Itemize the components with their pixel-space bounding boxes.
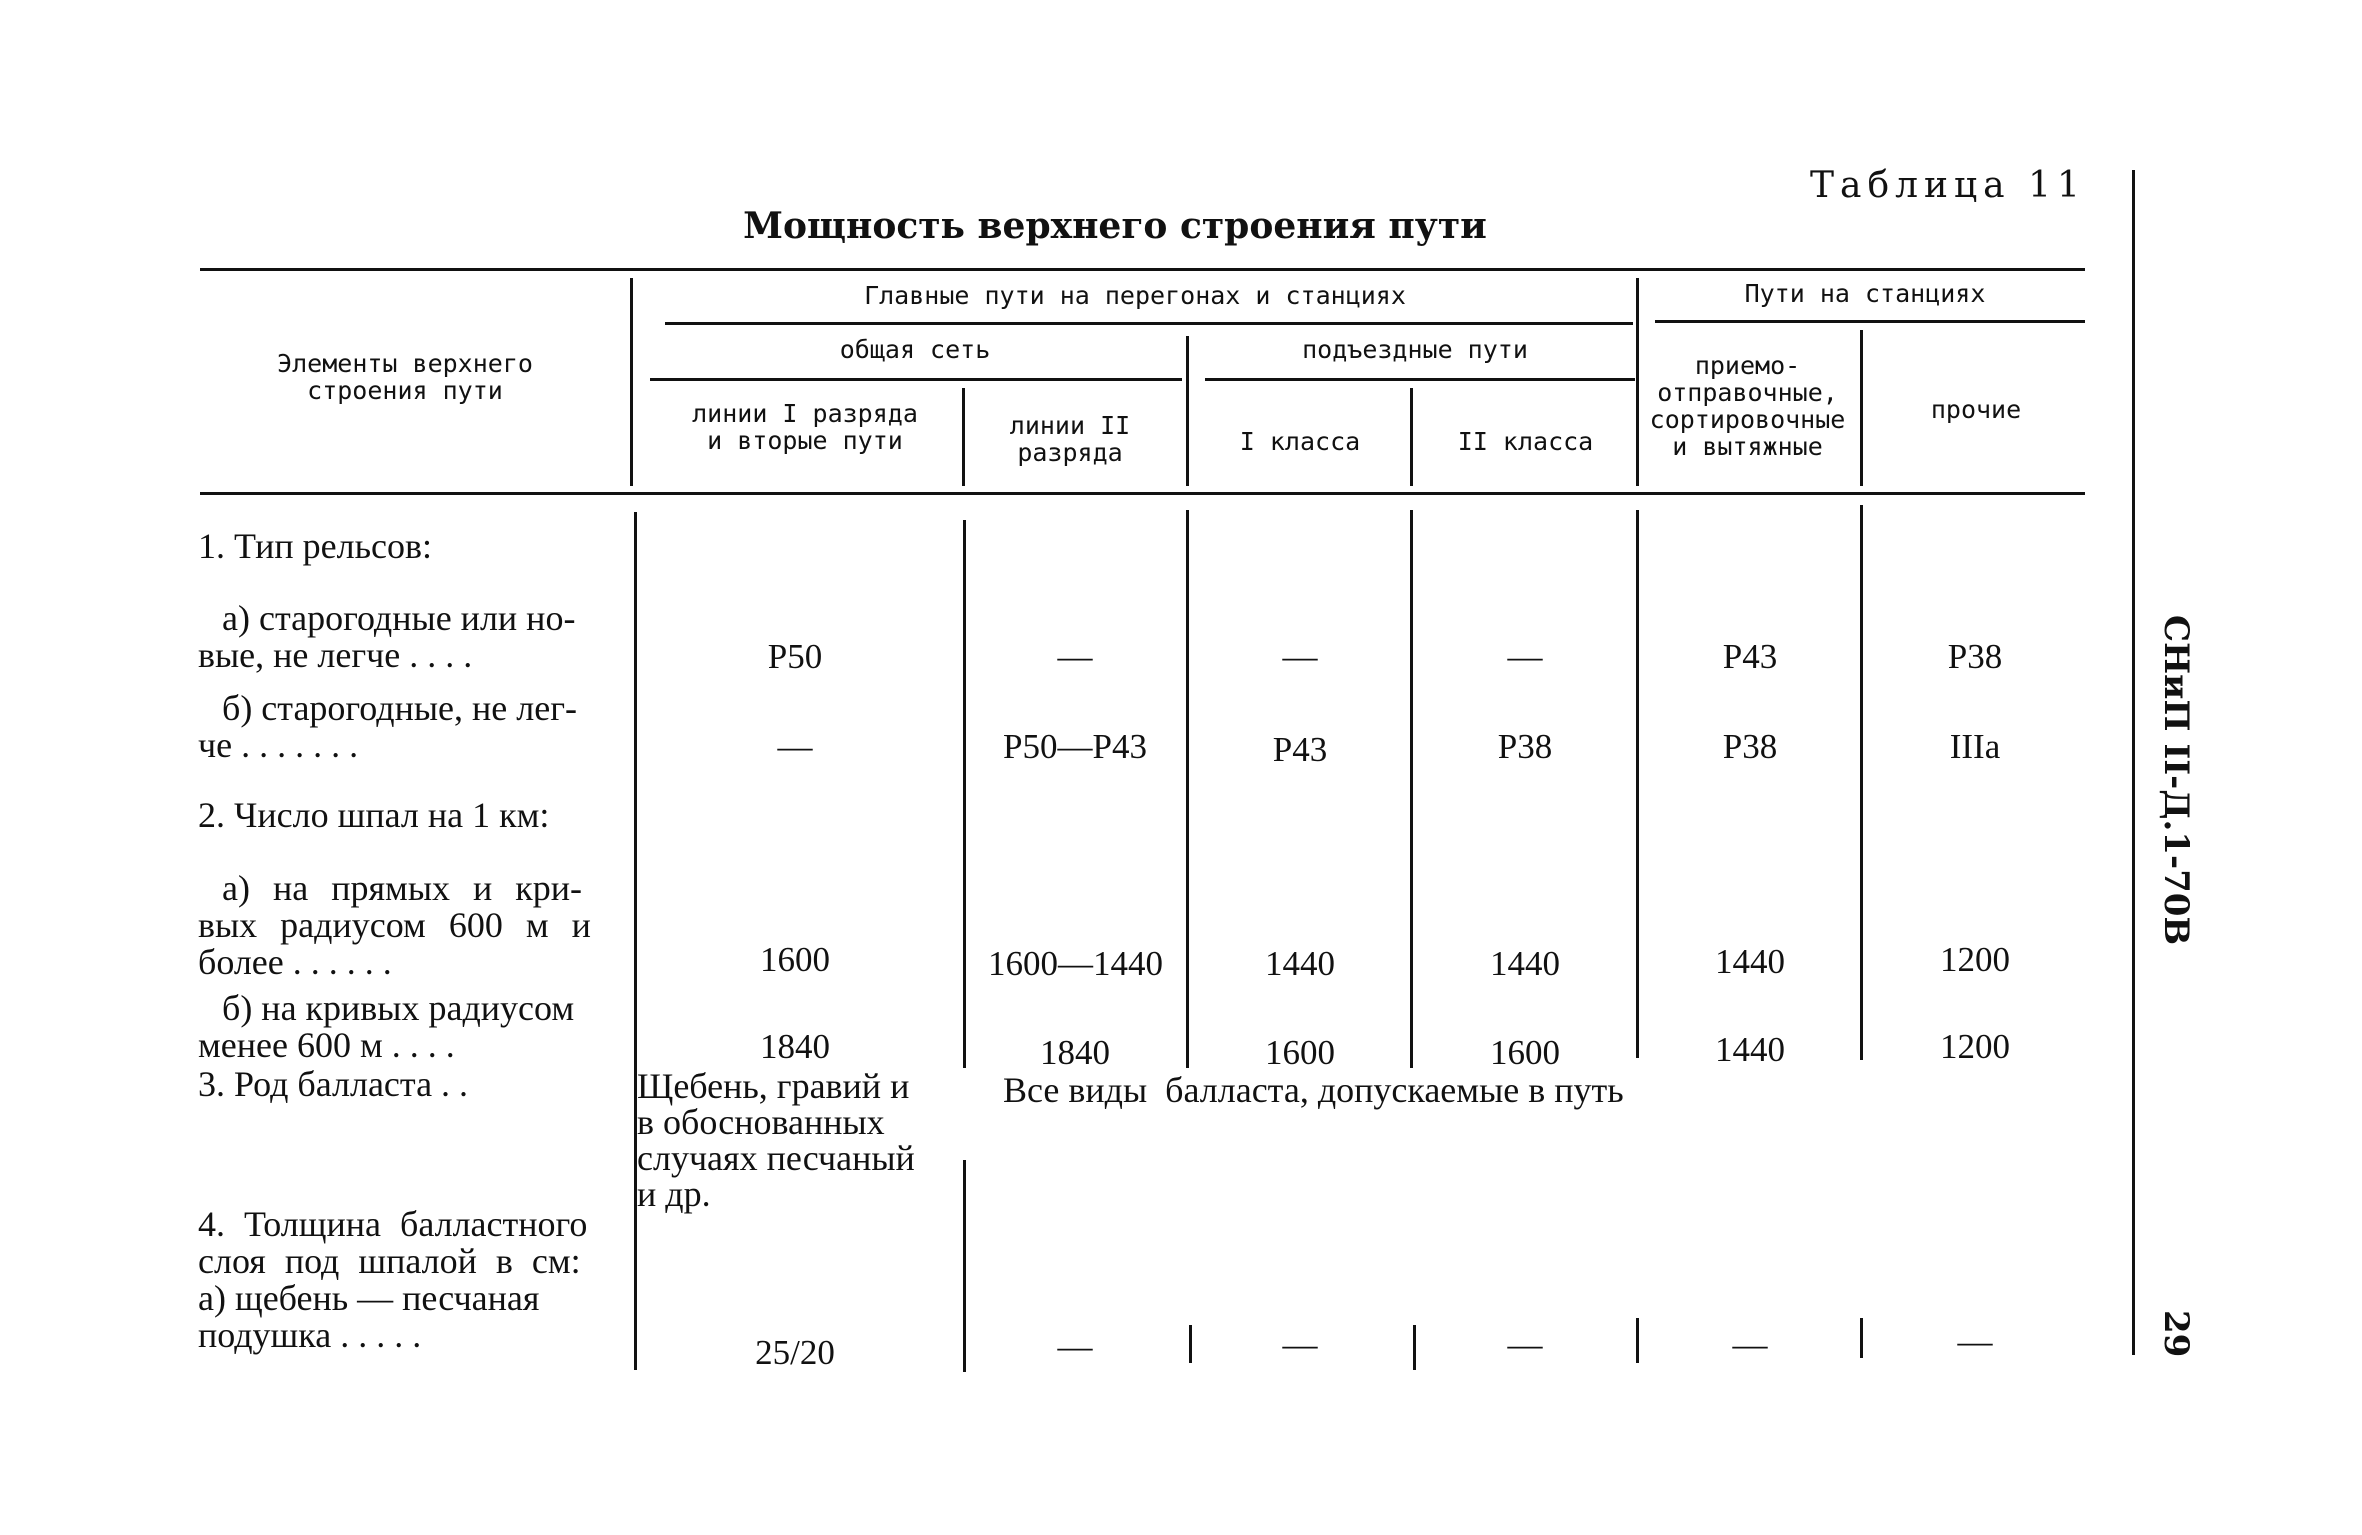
header-receiving: приемо-отправочные, сортировочные и вытяжные [1649, 351, 1846, 461]
access-tracks-underline [1205, 378, 1635, 381]
header-access-tracks: подъездные пути [1302, 335, 1528, 364]
row-sleepers-a-2: вых радиусом 600 м и [198, 905, 591, 945]
hdr-vline-6 [1860, 330, 1863, 486]
hdr-vline-3 [1186, 336, 1189, 486]
document-code: СНиП II-Д.1-70В [2156, 614, 2196, 946]
main-tracks-underline [665, 322, 1633, 325]
row-ballast-thickness-a-2: подушка . . . . . [198, 1315, 422, 1355]
cell-r1a-c2: — [1057, 637, 1093, 676]
header-elements: Элементы верхнего строения пути [277, 349, 533, 405]
hdr-vline-2 [962, 388, 965, 486]
header-line1: линии I разряда и вторые пути [692, 399, 918, 455]
top-rule [200, 268, 2085, 271]
table-title: Мощность верхнего строения пути [743, 205, 1487, 247]
station-tracks-underline [1655, 320, 2085, 323]
cell-r2a-c6: 1200 [1940, 940, 2010, 979]
cell-r1a-c6: Р38 [1947, 637, 2003, 676]
row-sleepers-a-3: более . . . . . . [198, 942, 392, 982]
cell-r2a-c1: 1600 [760, 940, 830, 979]
row-sleepers-a-1: а) на прямых и кри- [222, 868, 583, 908]
hdr-vline-1 [630, 278, 633, 486]
body-vline-6 [1860, 505, 1863, 1060]
row-ballast-thickness-2: слоя под шпалой в см: [198, 1241, 581, 1281]
body-vline-5b [1636, 1318, 1639, 1363]
cell-r1b-c2: Р50—Р43 [1003, 727, 1147, 766]
hdr-vline-4 [1410, 388, 1413, 486]
header-class1: I класса [1239, 427, 1361, 456]
row-sleepers-b-1: б) на кривых радиусом [222, 988, 575, 1028]
cell-r2a-c5: 1440 [1715, 942, 1785, 981]
cell-r2a-c3: 1440 [1265, 944, 1335, 983]
body-vline-6b [1860, 1318, 1863, 1358]
cell-r1b-c1: — [777, 727, 813, 766]
header-main-tracks: Главные пути на перегонах и станциях [864, 281, 1406, 310]
page-number: 29 [2156, 1310, 2196, 1358]
cell-r4a-c5: — [1732, 1325, 1768, 1364]
cell-r2a-c2: 1600—1440 [988, 944, 1163, 983]
header-class2: II класса [1457, 427, 1594, 456]
general-network-underline [650, 378, 1182, 381]
body-vline-3 [1186, 510, 1189, 1068]
cell-r2b-c6: 1200 [1940, 1027, 2010, 1066]
cell-r4a-c6: — [1957, 1322, 1993, 1361]
row-rail-type-a-1: а) старогодные или но- [222, 598, 576, 638]
cell-r1b-c3: Р43 [1272, 730, 1328, 769]
row-rail-type-a-2: вые, не легче . . . . [198, 635, 473, 675]
cell-r4a-c4: — [1507, 1325, 1543, 1364]
ballast-col1-line3: случаях песчаный [637, 1138, 915, 1178]
row-ballast-type: 3. Род балласта . . [198, 1064, 469, 1104]
cell-r2b-c5: 1440 [1715, 1030, 1785, 1069]
cell-r1a-c3: — [1282, 637, 1318, 676]
cell-r4a-c1: 25/20 [755, 1333, 835, 1372]
body-vline-2b [963, 1160, 966, 1372]
body-vline-4 [1410, 510, 1413, 1068]
cell-r2b-c1: 1840 [760, 1027, 830, 1066]
cell-r2b-c3: 1600 [1265, 1033, 1335, 1072]
row-rail-type-b-1: б) старогодные, не лег- [222, 688, 577, 728]
header-station-tracks: Пути на станциях [1744, 279, 1986, 308]
row-ballast-thickness-a-1: а) щебень — песчаная [198, 1278, 540, 1318]
row-sleepers-b-2: менее 600 м . . . . [198, 1025, 455, 1065]
cell-r2b-c2: 1840 [1040, 1033, 1110, 1072]
header-bottom-rule [200, 492, 2085, 495]
cell-r1a-c4: — [1507, 637, 1543, 676]
cell-r1a-c5: Р43 [1722, 637, 1778, 676]
row-ballast-thickness-1: 4. Толщина балластного [198, 1204, 588, 1244]
page-margin-rule [2132, 170, 2135, 1355]
ballast-col1-line1: Щебень, гравий и [637, 1066, 910, 1106]
ballast-all-types: Все виды балласта, допускаемые в путь [1003, 1070, 1624, 1110]
body-vline-3b [1189, 1325, 1192, 1363]
ballast-col1-line4: и др. [637, 1174, 711, 1214]
cell-r2a-c4: 1440 [1490, 944, 1560, 983]
hdr-vline-5 [1636, 278, 1639, 486]
ballast-col1-line2: в обоснованных [637, 1102, 885, 1142]
cell-r4a-c3: — [1282, 1325, 1318, 1364]
cell-r2b-c4: 1600 [1490, 1033, 1560, 1072]
cell-r1b-c5: Р38 [1722, 727, 1778, 766]
row-sleepers: 2. Число шпал на 1 км: [198, 795, 550, 835]
header-other: прочие [1930, 395, 2022, 424]
header-line2: линии II разряда [1009, 411, 1131, 467]
header-general-network: общая сеть [839, 335, 991, 364]
cell-r1b-c4: Р38 [1497, 727, 1553, 766]
row-rail-type: 1. Тип рельсов: [198, 526, 432, 566]
table-number: Таблица 11 [1810, 165, 2086, 206]
cell-r1b-c6: IIIа [1949, 727, 2001, 766]
cell-r1a-c1: Р50 [767, 637, 823, 676]
body-vline-2 [963, 520, 966, 1068]
row-rail-type-b-2: че . . . . . . . [198, 725, 359, 765]
body-vline-5 [1636, 510, 1639, 1058]
body-vline-4b [1413, 1325, 1416, 1370]
cell-r4a-c2: — [1057, 1327, 1093, 1366]
body-vline-1 [634, 512, 637, 1370]
